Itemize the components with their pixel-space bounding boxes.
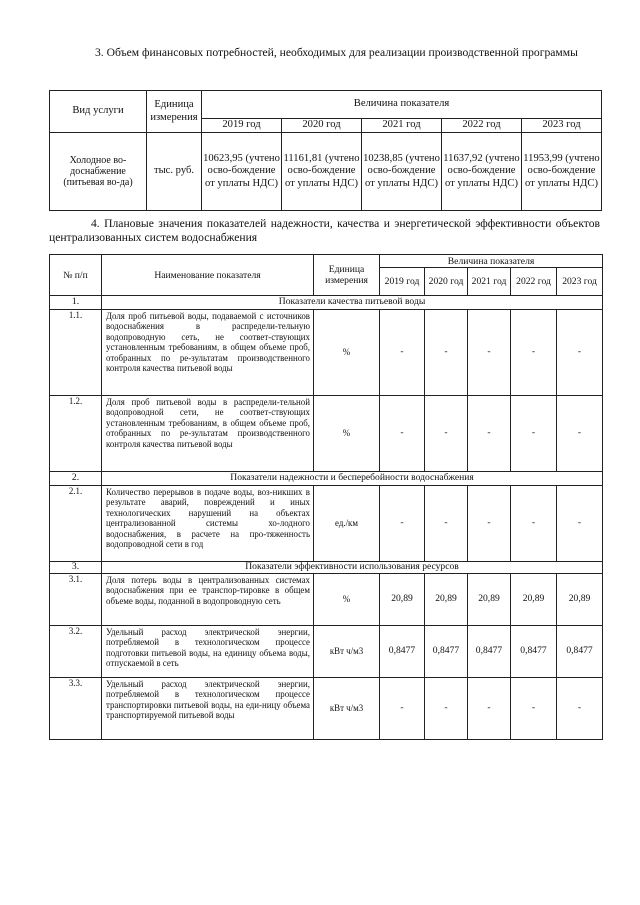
indicator-value: 0,8477 — [557, 626, 603, 678]
row-num: 2.1. — [50, 486, 102, 562]
row-num: 3.2. — [50, 626, 102, 678]
header-unit: Единица измерения — [147, 91, 202, 133]
indicator-value: - — [425, 396, 468, 472]
group-num: 3. — [50, 562, 102, 574]
indicator-value: - — [557, 486, 603, 562]
indicator-value: 0,8477 — [380, 626, 425, 678]
group-num: 2. — [50, 472, 102, 486]
row-num: 3.1. — [50, 574, 102, 626]
indicator-name: Удельный расход электрической энергии, потребляемой в технологическом процессе подготовки питьевой воды, на единицу объема воды, отпускаемой в сеть — [102, 626, 314, 678]
indicator-value: - — [511, 486, 557, 562]
value-cell: 11161,81 (учтено осво-бождение от уплаты НДС) — [282, 133, 362, 211]
row-num: 3.3. — [50, 678, 102, 740]
indicator-unit: % — [314, 310, 380, 396]
indicator-name: Количество перерывов в подаче воды, воз-никших в результате аварий, повреждений и иных технологических нарушений на объектах централизованной системы хо-лодного водоснабжения, в расчете на про-тяженность водопроводной сети в год — [102, 486, 314, 562]
value-cell: 11953,99 (учтено осво-бождение от уплаты НДС) — [522, 133, 602, 211]
indicator-value: 20,89 — [511, 574, 557, 626]
indicator-unit: ед./км — [314, 486, 380, 562]
header-name: Наименование показателя — [102, 255, 314, 296]
header-service: Вид услуги — [50, 91, 147, 133]
indicator-value: 20,89 — [557, 574, 603, 626]
header-unit: Единица измерения — [314, 255, 380, 296]
indicator-value: - — [380, 396, 425, 472]
service-name: Холодное во-доснабжение (питьевая во-да) — [50, 133, 147, 211]
indicators-table — [49, 254, 603, 740]
indicator-value: - — [380, 678, 425, 740]
indicator-value: 0,8477 — [425, 626, 468, 678]
indicator-unit: % — [314, 574, 380, 626]
indicator-value: 0,8477 — [468, 626, 511, 678]
value-cell: 11637,92 (учтено осво-бождение от уплаты НДС) — [442, 133, 522, 211]
row-num: 1.2. — [50, 396, 102, 472]
header-value: Величина показателя — [380, 255, 603, 268]
indicator-unit: кВт ч/м3 — [314, 678, 380, 740]
indicator-name: Удельный расход электрической энергии, потребляемой в технологическом процессе транспортировки питьевой воды, на еди-ницу объема транспортируемой питьевой воды — [102, 678, 314, 740]
section4-heading: 4. Плановые значения показателей надежности, качества и энергетической эффективности объектов централизованных систем водоснабжения — [49, 217, 600, 244]
indicator-value: - — [511, 396, 557, 472]
value-cell: 10623,95 (учтено осво-бождение от уплаты НДС) — [202, 133, 282, 211]
group-title: Показатели эффективности использования ресурсов — [102, 562, 603, 574]
indicator-value: - — [468, 678, 511, 740]
indicator-value: - — [425, 310, 468, 396]
indicator-value: 0,8477 — [511, 626, 557, 678]
indicator-value: - — [511, 310, 557, 396]
section3-heading: 3. Объем финансовых потребностей, необходимых для реализации производственной программы — [95, 46, 578, 59]
indicator-value: - — [380, 310, 425, 396]
indicator-value: - — [425, 486, 468, 562]
year-header: 2020 год — [425, 268, 468, 296]
row-num: 1.1. — [50, 310, 102, 396]
year-header: 2023 год — [557, 268, 603, 296]
indicator-value: - — [557, 310, 603, 396]
value-cell: 10238,85 (учтено осво-бождение от уплаты НДС) — [362, 133, 442, 211]
financial-needs-table — [49, 90, 602, 211]
year-header: 2019 год — [202, 119, 282, 133]
year-header: 2022 год — [511, 268, 557, 296]
header-value: Величина показателя — [202, 91, 602, 119]
indicator-value: 20,89 — [425, 574, 468, 626]
indicator-name: Доля проб питьевой воды в распредели-тельной водопроводной сети, не соответ-ствующих установленным требованиям, в общем объеме проб, отобранных по ре-зультатам производственного контроля качества питьевой воды — [102, 396, 314, 472]
indicator-unit: кВт ч/м3 — [314, 626, 380, 678]
group-title: Показатели качества питьевой воды — [102, 296, 603, 310]
year-header: 2023 год — [522, 119, 602, 133]
indicator-value: - — [557, 678, 603, 740]
indicator-value: - — [468, 486, 511, 562]
year-header: 2021 год — [468, 268, 511, 296]
indicator-value: - — [425, 678, 468, 740]
year-header: 2020 год — [282, 119, 362, 133]
year-header: 2021 год — [362, 119, 442, 133]
header-num: № п/п — [50, 255, 102, 296]
indicator-value: 20,89 — [468, 574, 511, 626]
indicator-name: Доля потерь воды в централизованных системах водоснабжения при ее транспор-тировке в общем объеме воды, поданной в водопроводную сеть — [102, 574, 314, 626]
indicator-unit: % — [314, 396, 380, 472]
indicator-value: - — [557, 396, 603, 472]
indicator-value: - — [380, 486, 425, 562]
indicator-value: - — [468, 396, 511, 472]
indicator-value: - — [468, 310, 511, 396]
year-header: 2019 год — [380, 268, 425, 296]
indicator-value: - — [511, 678, 557, 740]
year-header: 2022 год — [442, 119, 522, 133]
group-num: 1. — [50, 296, 102, 310]
group-title: Показатели надежности и бесперебойности водоснабжения — [102, 472, 603, 486]
indicator-value: 20,89 — [380, 574, 425, 626]
service-unit: тыс. руб. — [147, 133, 202, 211]
indicator-name: Доля проб питьевой воды, подаваемой с источников водоснабжения в распредели-тельную водопроводную сеть, не соответ-ствующих установленным требованиям, в общем объеме проб, отобранных по ре-зультатам производственного контроля качества питьевой воды — [102, 310, 314, 396]
